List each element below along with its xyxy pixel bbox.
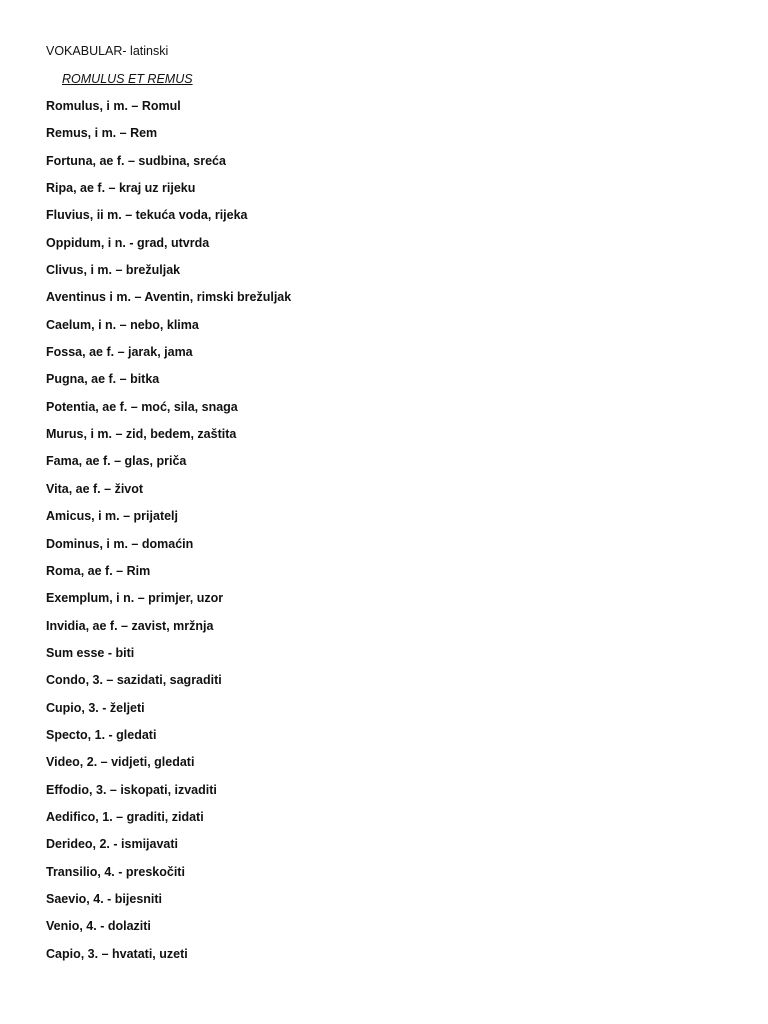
vocab-separator: – (134, 591, 149, 606)
vocab-term: Potentia, ae f. (46, 399, 128, 414)
vocab-term: Fossa, ae f. (46, 345, 115, 360)
vocab-separator: – (116, 317, 131, 332)
vocab-term: Murus, i m. (46, 427, 112, 442)
vocab-term: Effodio, 3. (46, 782, 107, 797)
vocab-term: Romulus, i m. (46, 99, 128, 113)
vocab-term: Dominus, i m. (46, 536, 128, 551)
vocab-term: Aventinus i m. (46, 290, 131, 305)
vocab-item (46, 180, 291, 207)
vocab-term: Fama, ae f. (46, 454, 111, 469)
vocab-separator: - (104, 645, 116, 660)
vocab-separator: – (112, 263, 126, 278)
vocab-separator: – (111, 427, 126, 442)
vocab-meaning: glas, priča (124, 454, 187, 469)
vocab-item (46, 809, 291, 836)
vocab-item (46, 207, 291, 234)
vocab-item (46, 782, 291, 809)
vocab-meaning: Romul (141, 99, 181, 113)
vocab-meaning: preskočiti (125, 864, 185, 879)
vocab-meaning: moć, sila, snaga (141, 399, 238, 414)
vocab-term: Invidia, ae f. (46, 618, 118, 633)
vocab-meaning: kraj uz rijeku (118, 181, 196, 196)
vocab-term: Fortuna, ae f. (46, 153, 125, 168)
vocab-meaning: tekuća voda, rijeka (135, 208, 248, 223)
vocab-meaning: bijesniti (114, 891, 163, 906)
vocab-separator: - (105, 727, 117, 742)
vocab-meaning: sazidati, sagraditi (116, 673, 222, 688)
vocab-separator: – (121, 208, 136, 223)
vocab-term: Sum esse (46, 645, 105, 660)
vocab-item (46, 836, 291, 863)
vocab-meaning: Rim (126, 563, 151, 578)
vocab-separator: – (124, 153, 139, 168)
vocab-separator: – (117, 618, 132, 633)
vocab-separator: – (127, 99, 142, 113)
vocab-separator: - (96, 919, 108, 934)
vocab-item (46, 289, 291, 316)
vocab-item (46, 590, 291, 617)
vocab-term: Vita, ae f. (46, 481, 101, 496)
vocab-separator: – (112, 809, 127, 824)
vocab-term: Capio, 3. (46, 946, 99, 961)
vocab-meaning: zid, bedem, zaštita (125, 427, 237, 442)
vocab-item (46, 727, 291, 754)
vocab-meaning: dolaziti (107, 919, 151, 934)
vocab-separator: - (109, 837, 122, 852)
vocab-meaning: nebo, klima (130, 317, 199, 332)
vocab-item (46, 371, 291, 398)
vocab-separator: - (103, 891, 115, 906)
vocab-item (46, 481, 291, 508)
vocab-item (46, 153, 291, 180)
vocab-meaning: biti (115, 645, 135, 660)
vocab-item (46, 563, 291, 590)
vocab-separator: - (98, 700, 110, 715)
vocab-separator: – (114, 345, 128, 360)
vocab-separator: – (130, 290, 145, 305)
vocab-separator: – (127, 399, 142, 414)
vocab-separator: - (114, 864, 126, 879)
vocab-meaning: gledati (116, 727, 157, 742)
vocab-meaning: Rem (130, 126, 158, 141)
vocab-item (46, 754, 291, 781)
vocab-separator: – (116, 372, 131, 387)
document-title: VOKABULAR- latinski (46, 44, 169, 58)
vocab-item (46, 426, 291, 453)
vocabulary-list (46, 98, 291, 973)
vocab-meaning: vidjeti, gledati (111, 755, 195, 770)
vocab-term: Derideo, 2. (46, 837, 110, 852)
vocab-item (46, 317, 291, 344)
vocab-separator: – (105, 181, 119, 196)
vocab-item (46, 125, 291, 152)
vocab-item (46, 891, 291, 918)
vocab-item (46, 344, 291, 371)
vocab-term: Pugna, ae f. (46, 372, 117, 387)
vocab-term: Amicus, i m. (46, 509, 120, 524)
vocab-meaning: život (114, 481, 144, 496)
vocab-term: Caelum, i n. (46, 317, 117, 332)
vocab-item (46, 700, 291, 727)
vocab-meaning: bitka (130, 372, 160, 387)
vocab-meaning: jarak, jama (128, 345, 193, 360)
vocab-separator: – (112, 563, 127, 578)
vocab-separator: – (102, 673, 117, 688)
document-subtitle: ROMULUS ET REMUS (62, 72, 193, 86)
vocab-item (46, 672, 291, 699)
vocab-term: Video, 2. (46, 755, 98, 770)
vocab-separator: – (110, 454, 125, 469)
vocab-term: Clivus, i m. (46, 263, 112, 278)
vocab-separator: – (106, 782, 121, 797)
vocab-meaning: graditi, zidati (126, 809, 204, 824)
vocab-term: Exemplum, i n. (46, 591, 135, 606)
vocab-meaning: Aventin, rimski brežuljak (144, 290, 292, 305)
vocab-separator: – (116, 126, 131, 141)
vocab-meaning: zavist, mržnja (131, 618, 214, 633)
vocab-separator: – (98, 946, 112, 961)
vocab-item (46, 98, 291, 125)
vocab-term: Ripa, ae f. (46, 181, 106, 196)
vocab-meaning: grad, utvrda (136, 235, 210, 250)
vocab-term: Fluvius, ii m. (46, 208, 122, 223)
vocab-item (46, 235, 291, 262)
vocab-item (46, 453, 291, 480)
vocab-meaning: primjer, uzor (148, 591, 224, 606)
vocab-item (46, 645, 291, 672)
vocab-term: Specto, 1. (46, 727, 106, 742)
vocab-item (46, 618, 291, 645)
vocab-term: Remus, i m. (46, 126, 117, 141)
vocab-term: Venio, 4. (46, 919, 97, 934)
vocab-meaning: iskopati, izvaditi (120, 782, 217, 797)
vocab-meaning: domaćin (141, 536, 194, 551)
vocab-term: Aedifico, 1. (46, 809, 113, 824)
vocab-term: Roma, ae f. (46, 563, 113, 578)
vocab-item (46, 864, 291, 891)
vocab-item (46, 918, 291, 945)
vocab-separator: – (97, 755, 112, 770)
vocab-meaning: željeti (109, 700, 145, 715)
vocab-meaning: ismijavati (121, 837, 179, 852)
vocab-separator: – (119, 509, 134, 524)
vocab-meaning: sudbina, sreća (138, 153, 226, 168)
vocab-term: Condo, 3. (46, 673, 103, 688)
vocab-separator: – (100, 481, 115, 496)
vocab-item (46, 508, 291, 535)
vocab-term: Cupio, 3. (46, 700, 99, 715)
vocab-item (46, 536, 291, 563)
vocab-term: Oppidum, i n. (46, 235, 126, 250)
vocab-separator: – (127, 536, 142, 551)
vocab-separator: - (125, 235, 137, 250)
vocab-meaning: brežuljak (125, 263, 181, 278)
vocab-term: Saevio, 4. (46, 891, 104, 906)
vocab-meaning: prijatelj (133, 509, 179, 524)
vocab-meaning: hvatati, uzeti (112, 946, 188, 961)
vocab-item (46, 262, 291, 289)
vocab-term: Transilio, 4. (46, 864, 115, 879)
vocab-item (46, 946, 291, 973)
vocab-item (46, 399, 291, 426)
